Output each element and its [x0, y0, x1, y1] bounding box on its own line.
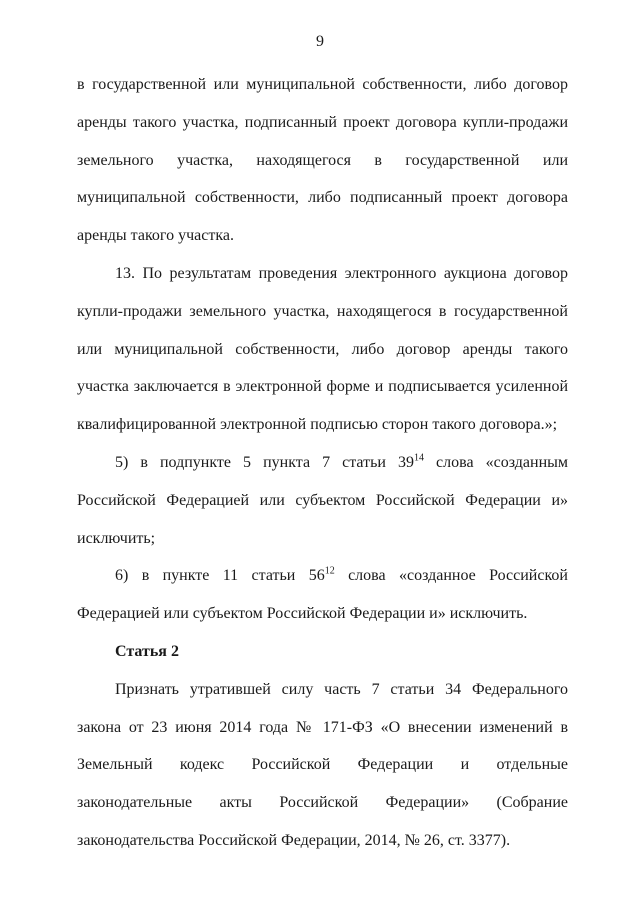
paragraph-item-6-text-after: слова «созданное Российской Федерацией или субъектом Российской Федерации и» исключить.: [77, 567, 568, 623]
paragraph-item-5-superscript: 14: [414, 452, 425, 464]
paragraph-item-6-superscript: 12: [324, 566, 335, 578]
paragraph-item-5: [77, 444, 568, 557]
paragraph-continuation: в государственной или муниципальной собственности, либо договор аренды такого участка, подписанный проект договора купли-продажи земельного участка, находящегося в государственной или муниципальной собственности, либо подписанный проект договора аренды такого участка.: [77, 76, 568, 245]
paragraph-item-13: 13. По результатам проведения электронного аукциона договор купли-продажи земельного участка, находящегося в государственной или муниципальной собственности, либо договор аренды такого участка заключается в электронной форме и подписывается усиленной квалифицированной электронной подписью сторон такого договора.»;: [77, 264, 568, 434]
paragraph-item-5-text-after: слова «созданным Российской Федерацией или субъектом Российской Федерации и» исключить;: [77, 453, 569, 547]
paragraph-item-6-text-before: 6) в пункте 11 статьи 56: [115, 567, 325, 585]
paragraph-item-6: [77, 557, 568, 633]
paragraph-item-5-text-before: 5) в подпункте 5 пункта 7 статьи 39: [115, 453, 415, 471]
paragraph-article-2: Признать утратившей силу часть 7 статьи 34 Федерального закона от 23 июня 2014 года № 171-ФЗ «О внесении изменений в Земельный кодекс Российской Федерации и отдельные законодательные акты Российской Федерации» (Собрание законодательства Российской Федерации, 2014, № 26, ст. 3377).: [77, 680, 568, 849]
document-body: [77, 66, 568, 860]
article-heading: Статья 2: [115, 642, 179, 660]
page-number: 9: [316, 33, 324, 50]
